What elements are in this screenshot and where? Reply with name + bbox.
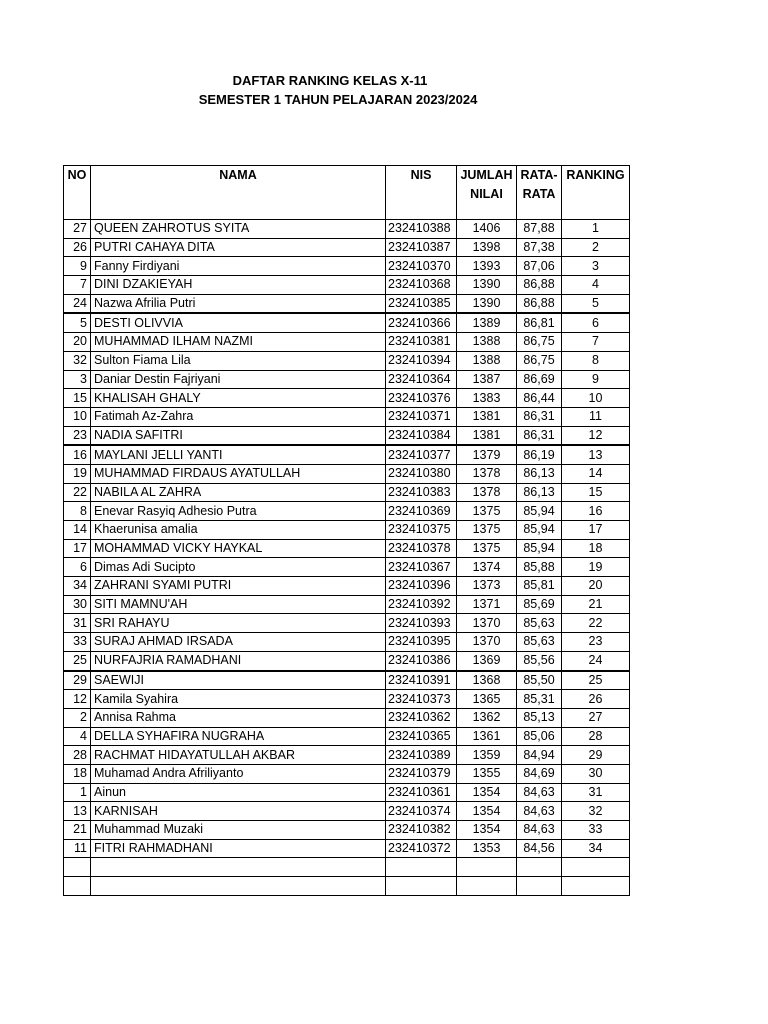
cell-nis: 232410366 — [386, 313, 457, 332]
cell-jumlah-nilai: 1387 — [457, 370, 517, 389]
cell-no: 10 — [64, 407, 91, 426]
cell-jumlah-nilai: 1355 — [457, 764, 517, 783]
cell-no: 31 — [64, 614, 91, 633]
table-row — [64, 445, 630, 464]
table-row — [64, 426, 630, 445]
cell-rata-rata: 86,13 — [517, 464, 562, 483]
cell-no: 15 — [64, 389, 91, 408]
cell-no: 29 — [64, 671, 91, 690]
cell-nis: 232410394 — [386, 351, 457, 370]
cell-nis: 232410373 — [386, 690, 457, 709]
cell-nama: Annisa Rahma — [91, 708, 386, 727]
table-row — [64, 595, 630, 614]
header-nama: NAMA — [91, 166, 386, 220]
cell-jumlah-nilai: 1389 — [457, 313, 517, 332]
table-row — [64, 351, 630, 370]
table-body — [64, 220, 630, 896]
cell-rata-rata — [517, 877, 562, 896]
cell-ranking: 34 — [562, 839, 630, 858]
cell-jumlah-nilai: 1375 — [457, 521, 517, 540]
cell-jumlah-nilai: 1354 — [457, 802, 517, 821]
cell-nama: SAEWIJI — [91, 671, 386, 690]
cell-nama: MOHAMMAD VICKY HAYKAL — [91, 539, 386, 558]
cell-rata-rata: 86,69 — [517, 370, 562, 389]
cell-nama: Fanny Firdiyani — [91, 257, 386, 276]
table-row — [64, 746, 630, 765]
cell-no: 1 — [64, 783, 91, 802]
cell-nis: 232410381 — [386, 333, 457, 352]
cell-no: 16 — [64, 445, 91, 464]
header-jumlah-line1: JUMLAH — [460, 168, 513, 182]
cell-ranking: 16 — [562, 502, 630, 521]
cell-jumlah-nilai: 1354 — [457, 783, 517, 802]
cell-nis: 232410376 — [386, 389, 457, 408]
table-row — [64, 727, 630, 746]
cell-ranking: 14 — [562, 464, 630, 483]
cell-nama: QUEEN ZAHROTUS SYITA — [91, 220, 386, 239]
cell-no: 18 — [64, 764, 91, 783]
cell-ranking: 33 — [562, 821, 630, 840]
cell-rata-rata: 85,56 — [517, 651, 562, 670]
cell-no: 32 — [64, 351, 91, 370]
cell-nama: Nazwa Afrilia Putri — [91, 294, 386, 313]
cell-ranking: 3 — [562, 257, 630, 276]
cell-jumlah-nilai: 1383 — [457, 389, 517, 408]
table-row — [64, 577, 630, 596]
cell-rata-rata: 87,06 — [517, 257, 562, 276]
cell-nama: KHALISAH GHALY — [91, 389, 386, 408]
cell-no: 25 — [64, 651, 91, 670]
cell-jumlah-nilai: 1368 — [457, 671, 517, 690]
cell-no: 34 — [64, 577, 91, 596]
cell-ranking: 4 — [562, 276, 630, 295]
cell-jumlah-nilai: 1381 — [457, 407, 517, 426]
cell-jumlah-nilai: 1371 — [457, 595, 517, 614]
cell-nama: MAYLANI JELLI YANTI — [91, 445, 386, 464]
cell-nama: SITI MAMNU'AH — [91, 595, 386, 614]
cell-jumlah-nilai: 1388 — [457, 333, 517, 352]
table-row — [64, 389, 630, 408]
cell-rata-rata: 87,38 — [517, 238, 562, 257]
cell-jumlah-nilai — [457, 877, 517, 896]
cell-nama: Dimas Adi Sucipto — [91, 558, 386, 577]
cell-nis: 232410367 — [386, 558, 457, 577]
cell-ranking: 20 — [562, 577, 630, 596]
cell-rata-rata: 84,69 — [517, 764, 562, 783]
cell-nama: Sulton Fiama Lila — [91, 351, 386, 370]
cell-nis: 232410386 — [386, 651, 457, 670]
cell-nis: 232410380 — [386, 464, 457, 483]
header-nis: NIS — [386, 166, 457, 220]
cell-rata-rata: 85,13 — [517, 708, 562, 727]
cell-jumlah-nilai: 1354 — [457, 821, 517, 840]
cell-rata-rata: 85,69 — [517, 595, 562, 614]
table-row — [64, 614, 630, 633]
header-jumlah-nilai — [457, 166, 517, 220]
cell-nis: 232410375 — [386, 521, 457, 540]
table-row — [64, 839, 630, 858]
table-row — [64, 783, 630, 802]
cell-jumlah-nilai: 1381 — [457, 426, 517, 445]
cell-rata-rata: 84,63 — [517, 783, 562, 802]
cell-no: 7 — [64, 276, 91, 295]
cell-rata-rata: 85,63 — [517, 614, 562, 633]
cell-nis: 232410389 — [386, 746, 457, 765]
cell-rata-rata: 86,88 — [517, 276, 562, 295]
cell-jumlah-nilai: 1388 — [457, 351, 517, 370]
table-row — [64, 821, 630, 840]
cell-ranking: 10 — [562, 389, 630, 408]
cell-ranking: 18 — [562, 539, 630, 558]
cell-rata-rata: 86,75 — [517, 333, 562, 352]
cell-nama: DESTI OLIVVIA — [91, 313, 386, 332]
cell-ranking: 32 — [562, 802, 630, 821]
cell-nis: 232410377 — [386, 445, 457, 464]
cell-rata-rata: 85,94 — [517, 539, 562, 558]
cell-nama: NABILA AL ZAHRA — [91, 483, 386, 502]
cell-rata-rata — [517, 858, 562, 877]
cell-nis: 232410378 — [386, 539, 457, 558]
cell-nis: 232410368 — [386, 276, 457, 295]
table-row — [64, 294, 630, 313]
cell-no: 28 — [64, 746, 91, 765]
cell-jumlah-nilai: 1393 — [457, 257, 517, 276]
cell-ranking: 9 — [562, 370, 630, 389]
cell-no: 24 — [64, 294, 91, 313]
cell-nama: DELLA SYHAFIRA NUGRAHA — [91, 727, 386, 746]
cell-no: 11 — [64, 839, 91, 858]
cell-nis: 232410374 — [386, 802, 457, 821]
cell-nis: 232410364 — [386, 370, 457, 389]
cell-jumlah-nilai: 1378 — [457, 483, 517, 502]
cell-nis: 232410391 — [386, 671, 457, 690]
cell-jumlah-nilai: 1365 — [457, 690, 517, 709]
cell-ranking: 29 — [562, 746, 630, 765]
cell-nis: 232410396 — [386, 577, 457, 596]
cell-nis: 232410382 — [386, 821, 457, 840]
table-row — [64, 464, 630, 483]
cell-no — [64, 877, 91, 896]
cell-nama: Ainun — [91, 783, 386, 802]
table-row — [64, 333, 630, 352]
cell-no: 30 — [64, 595, 91, 614]
cell-no: 27 — [64, 220, 91, 239]
cell-nis: 232410372 — [386, 839, 457, 858]
cell-nis: 232410369 — [386, 502, 457, 521]
cell-no: 3 — [64, 370, 91, 389]
cell-no: 5 — [64, 313, 91, 332]
cell-no: 8 — [64, 502, 91, 521]
cell-rata-rata: 85,31 — [517, 690, 562, 709]
cell-no: 22 — [64, 483, 91, 502]
cell-nis: 232410395 — [386, 633, 457, 652]
ranking-table — [63, 165, 630, 896]
cell-rata-rata: 86,81 — [517, 313, 562, 332]
cell-ranking: 7 — [562, 333, 630, 352]
cell-no: 26 — [64, 238, 91, 257]
cell-nis: 232410383 — [386, 483, 457, 502]
table-row — [64, 238, 630, 257]
cell-ranking: 26 — [562, 690, 630, 709]
cell-no: 20 — [64, 333, 91, 352]
cell-jumlah-nilai: 1379 — [457, 445, 517, 464]
cell-ranking: 2 — [562, 238, 630, 257]
cell-jumlah-nilai: 1369 — [457, 651, 517, 670]
table-row — [64, 858, 630, 877]
cell-nis: 232410362 — [386, 708, 457, 727]
cell-ranking: 8 — [562, 351, 630, 370]
cell-jumlah-nilai: 1375 — [457, 539, 517, 558]
cell-ranking: 17 — [562, 521, 630, 540]
cell-rata-rata: 85,94 — [517, 502, 562, 521]
cell-jumlah-nilai — [457, 858, 517, 877]
cell-nama: MUHAMMAD FIRDAUS AYATULLAH — [91, 464, 386, 483]
cell-jumlah-nilai: 1390 — [457, 294, 517, 313]
header-rata-rata — [517, 166, 562, 220]
cell-jumlah-nilai: 1373 — [457, 577, 517, 596]
cell-nama: PUTRI CAHAYA DITA — [91, 238, 386, 257]
cell-ranking: 30 — [562, 764, 630, 783]
cell-no: 9 — [64, 257, 91, 276]
cell-no: 13 — [64, 802, 91, 821]
cell-jumlah-nilai: 1362 — [457, 708, 517, 727]
table-row — [64, 313, 630, 332]
cell-no: 4 — [64, 727, 91, 746]
cell-rata-rata: 85,94 — [517, 521, 562, 540]
cell-nama: MUHAMMAD ILHAM NAZMI — [91, 333, 386, 352]
cell-no: 2 — [64, 708, 91, 727]
table-row — [64, 220, 630, 239]
cell-nama: SRI RAHAYU — [91, 614, 386, 633]
cell-ranking: 22 — [562, 614, 630, 633]
cell-no — [64, 858, 91, 877]
table-row — [64, 257, 630, 276]
cell-nis: 232410385 — [386, 294, 457, 313]
cell-ranking: 1 — [562, 220, 630, 239]
cell-jumlah-nilai: 1361 — [457, 727, 517, 746]
cell-nama: Enevar Rasyiq Adhesio Putra — [91, 502, 386, 521]
cell-rata-rata: 86,44 — [517, 389, 562, 408]
cell-no: 21 — [64, 821, 91, 840]
cell-rata-rata: 86,13 — [517, 483, 562, 502]
cell-nama: FITRI RAHMADHANI — [91, 839, 386, 858]
cell-rata-rata: 84,63 — [517, 821, 562, 840]
table-row — [64, 671, 630, 690]
cell-nama: NADIA SAFITRI — [91, 426, 386, 445]
cell-nama: Kamila Syahira — [91, 690, 386, 709]
cell-rata-rata: 84,56 — [517, 839, 562, 858]
cell-nama — [91, 877, 386, 896]
header-jumlah-line2: NILAI — [470, 187, 503, 201]
cell-ranking: 15 — [562, 483, 630, 502]
cell-nis: 232410371 — [386, 407, 457, 426]
cell-rata-rata: 85,63 — [517, 633, 562, 652]
cell-jumlah-nilai: 1370 — [457, 614, 517, 633]
cell-rata-rata: 86,88 — [517, 294, 562, 313]
cell-jumlah-nilai: 1406 — [457, 220, 517, 239]
table-header-row — [64, 166, 630, 220]
cell-ranking — [562, 858, 630, 877]
cell-nama — [91, 858, 386, 877]
cell-nama: Muhamad Andra Afriliyanto — [91, 764, 386, 783]
cell-no: 33 — [64, 633, 91, 652]
table-row — [64, 633, 630, 652]
table-row — [64, 558, 630, 577]
cell-rata-rata: 85,06 — [517, 727, 562, 746]
cell-ranking: 13 — [562, 445, 630, 464]
table-row — [64, 539, 630, 558]
cell-nis: 232410361 — [386, 783, 457, 802]
cell-nama: Muhammad Muzaki — [91, 821, 386, 840]
cell-rata-rata: 84,94 — [517, 746, 562, 765]
cell-no: 23 — [64, 426, 91, 445]
cell-ranking: 25 — [562, 671, 630, 690]
cell-rata-rata: 87,88 — [517, 220, 562, 239]
cell-ranking: 27 — [562, 708, 630, 727]
cell-ranking: 6 — [562, 313, 630, 332]
cell-rata-rata: 86,75 — [517, 351, 562, 370]
cell-ranking: 5 — [562, 294, 630, 313]
cell-rata-rata: 85,81 — [517, 577, 562, 596]
table-row — [64, 708, 630, 727]
table-row — [64, 651, 630, 670]
cell-rata-rata: 86,31 — [517, 426, 562, 445]
cell-ranking: 24 — [562, 651, 630, 670]
cell-no: 14 — [64, 521, 91, 540]
cell-no: 17 — [64, 539, 91, 558]
table-row — [64, 276, 630, 295]
document-subtitle: SEMESTER 1 TAHUN PELAJARAN 2023/2024 — [198, 92, 478, 107]
cell-jumlah-nilai: 1370 — [457, 633, 517, 652]
cell-nama: DINI DZAKIEYAH — [91, 276, 386, 295]
cell-jumlah-nilai: 1390 — [457, 276, 517, 295]
table-row — [64, 877, 630, 896]
cell-nama: Fatimah Az-Zahra — [91, 407, 386, 426]
cell-jumlah-nilai: 1375 — [457, 502, 517, 521]
cell-nis: 232410365 — [386, 727, 457, 746]
cell-nis: 232410370 — [386, 257, 457, 276]
cell-nama: Khaerunisa amalia — [91, 521, 386, 540]
header-rata-line2: RATA — [522, 187, 556, 201]
cell-jumlah-nilai: 1359 — [457, 746, 517, 765]
header-ranking: RANKING — [562, 166, 630, 220]
cell-rata-rata: 85,88 — [517, 558, 562, 577]
table-row — [64, 502, 630, 521]
cell-rata-rata: 85,50 — [517, 671, 562, 690]
cell-nis: 232410384 — [386, 426, 457, 445]
cell-nama: ZAHRANI SYAMI PUTRI — [91, 577, 386, 596]
header-no: NO — [64, 166, 91, 220]
cell-jumlah-nilai: 1378 — [457, 464, 517, 483]
cell-ranking: 12 — [562, 426, 630, 445]
cell-rata-rata: 86,31 — [517, 407, 562, 426]
document-title: DAFTAR RANKING KELAS X-11 — [232, 73, 428, 88]
cell-nama: NURFAJRIA RAMADHANI — [91, 651, 386, 670]
table-row — [64, 407, 630, 426]
cell-ranking: 28 — [562, 727, 630, 746]
cell-nama: Daniar Destin Fajriyani — [91, 370, 386, 389]
table-row — [64, 802, 630, 821]
cell-jumlah-nilai: 1353 — [457, 839, 517, 858]
cell-nis — [386, 858, 457, 877]
table-row — [64, 690, 630, 709]
table-row — [64, 521, 630, 540]
cell-nis: 232410393 — [386, 614, 457, 633]
cell-rata-rata: 84,63 — [517, 802, 562, 821]
cell-nis: 232410388 — [386, 220, 457, 239]
cell-no: 6 — [64, 558, 91, 577]
cell-jumlah-nilai: 1374 — [457, 558, 517, 577]
cell-no: 19 — [64, 464, 91, 483]
cell-nama: KARNISAH — [91, 802, 386, 821]
cell-ranking — [562, 877, 630, 896]
cell-jumlah-nilai: 1398 — [457, 238, 517, 257]
cell-nama: SURAJ AHMAD IRSADA — [91, 633, 386, 652]
cell-ranking: 31 — [562, 783, 630, 802]
cell-ranking: 21 — [562, 595, 630, 614]
header-rata-line1: RATA- — [520, 168, 558, 182]
table-row — [64, 764, 630, 783]
cell-no: 12 — [64, 690, 91, 709]
cell-nis — [386, 877, 457, 896]
table-row — [64, 483, 630, 502]
cell-ranking: 19 — [562, 558, 630, 577]
cell-nama: RACHMAT HIDAYATULLAH AKBAR — [91, 746, 386, 765]
table-row — [64, 370, 630, 389]
cell-rata-rata: 86,19 — [517, 445, 562, 464]
cell-nis: 232410387 — [386, 238, 457, 257]
cell-nis: 232410379 — [386, 764, 457, 783]
cell-ranking: 11 — [562, 407, 630, 426]
cell-nis: 232410392 — [386, 595, 457, 614]
cell-ranking: 23 — [562, 633, 630, 652]
